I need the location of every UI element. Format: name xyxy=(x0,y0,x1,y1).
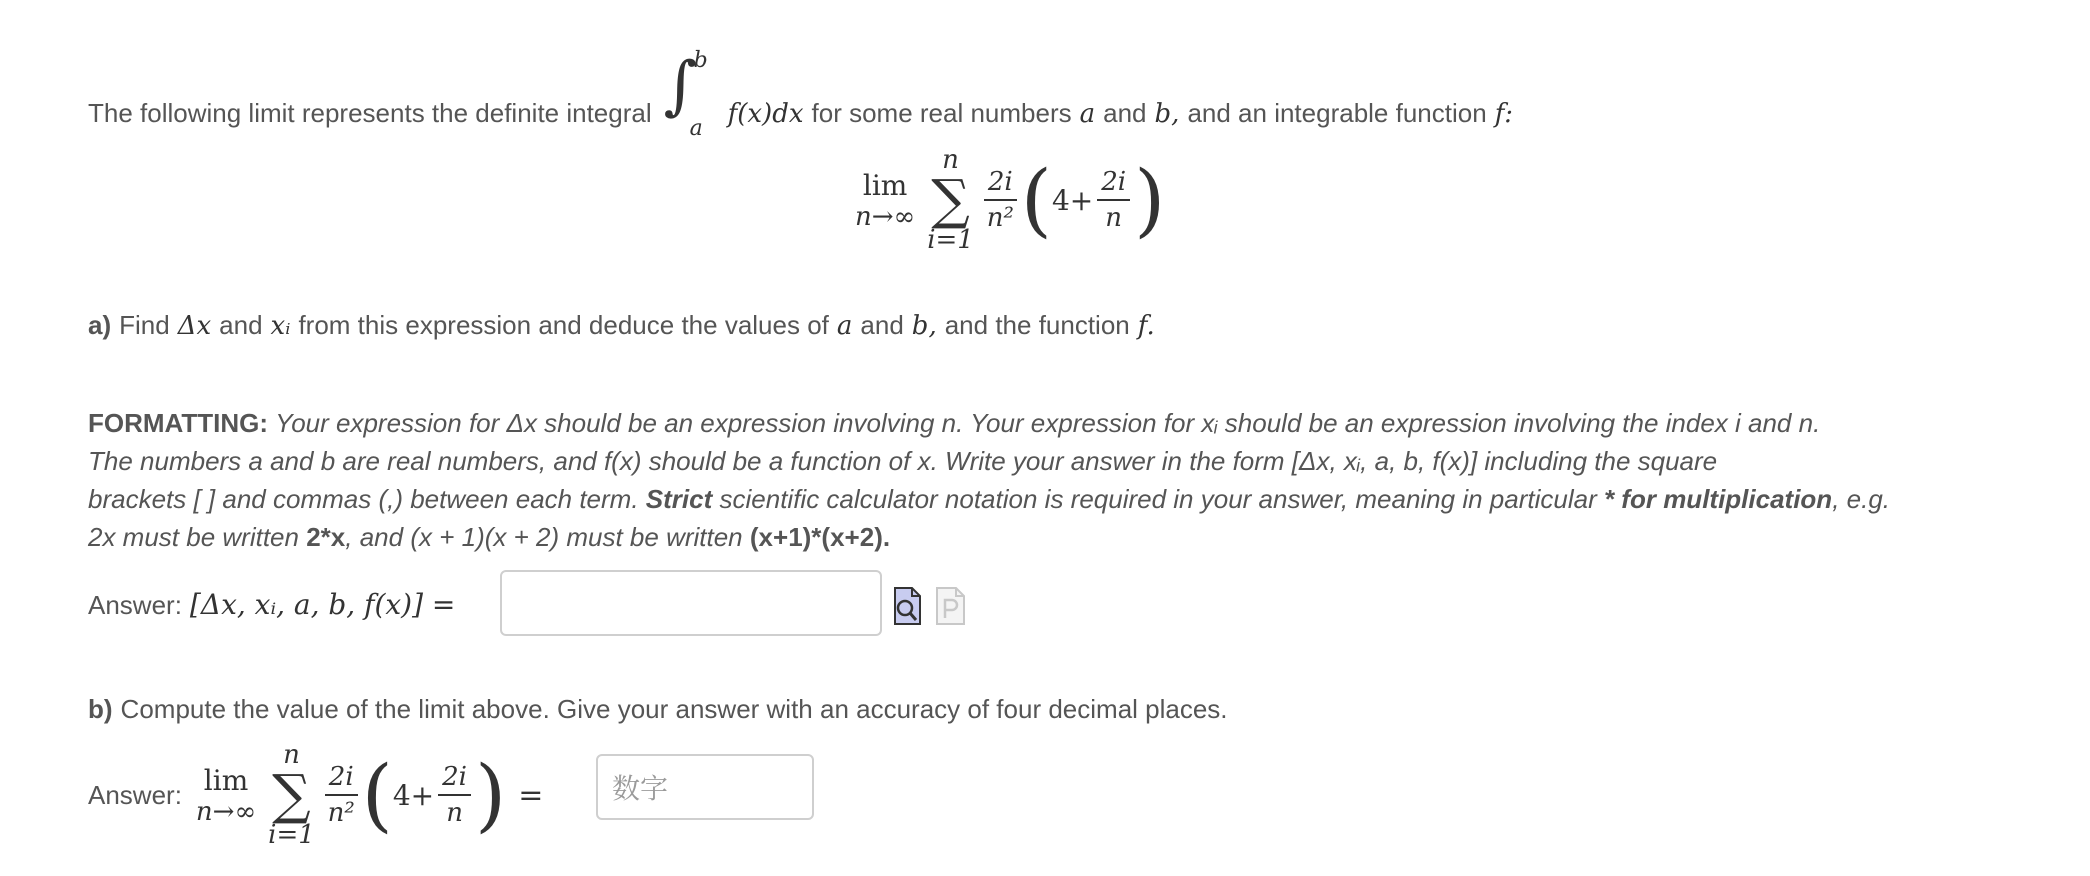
lim-block xyxy=(855,169,915,232)
example-1: 2*x xyxy=(306,522,346,552)
var-f: f: xyxy=(1494,99,1514,129)
sum-upper: n xyxy=(942,145,959,175)
answer-b-fraction-1-den: n² xyxy=(327,798,355,828)
example-2: (x+1)*(x+2). xyxy=(749,522,891,552)
part-a-and: and xyxy=(219,310,263,340)
x-i: xᵢ xyxy=(270,311,291,341)
formatting-line-1 xyxy=(88,404,1890,442)
lim-text: lim xyxy=(862,168,908,202)
answer-b-input[interactable] xyxy=(596,754,814,820)
answer-b-equals: = xyxy=(518,777,544,813)
answer-b-lim: lim xyxy=(203,763,249,797)
answer-b-fraction-2-den: n xyxy=(446,798,463,828)
part-a-label: a) xyxy=(88,310,112,340)
answer-b-inner-term: 4+ xyxy=(392,778,435,812)
formatting-line4-a: 2x must be written xyxy=(88,522,299,552)
part-b-text: Compute the value of the limit above. Give your answer with an accuracy of four decimal places. xyxy=(120,694,1228,724)
intro-text-2: for some real numbers xyxy=(811,98,1072,128)
answer-b-fraction-2-num: 2i xyxy=(438,762,471,796)
part-a-text1: Find xyxy=(119,310,170,340)
part-a-var-f: f. xyxy=(1137,311,1155,341)
answer-b-lim-sub: n→∞ xyxy=(195,796,257,827)
part-a-and2: and xyxy=(860,310,904,340)
inner-term: 4+ xyxy=(1051,183,1094,217)
limit-expression xyxy=(855,140,1165,260)
sigma-icon: ∑ xyxy=(931,168,970,231)
intro-text: The following limit represents the definite integral xyxy=(88,98,652,128)
answer-b-row xyxy=(88,740,543,850)
part-a-text2: from this expression and deduce the values of xyxy=(298,310,829,340)
integral-upper: b xyxy=(693,48,708,73)
formatting-label: FORMATTING: xyxy=(88,408,269,438)
answer-b-placeholder: 数字 xyxy=(612,773,669,804)
formatting-line-3 xyxy=(88,480,1890,518)
answer-b-fraction-1 xyxy=(325,762,358,828)
fraction-1-den: n² xyxy=(986,203,1014,233)
answer-b-lim-block xyxy=(196,764,256,827)
formatting-block xyxy=(88,404,1890,556)
formatting-line3-mid: scientific calculator notation is required in your answer, meaning in particular xyxy=(719,484,1597,514)
fraction-2-num: 2i xyxy=(1097,167,1130,201)
answer-b-sum-lower: i=1 xyxy=(268,820,315,850)
right-paren: ) xyxy=(1134,153,1166,246)
intro-line xyxy=(88,48,1514,141)
answer-a-expression: [Δx, xᵢ, a, b, f(x)] = xyxy=(189,588,456,621)
var-a: a xyxy=(1079,99,1096,129)
intro-and: and xyxy=(1103,98,1147,128)
answer-b-left-paren: ( xyxy=(361,748,393,841)
part-a-text3: and the function xyxy=(944,310,1130,340)
answer-b-sigma-icon: ∑ xyxy=(272,763,311,826)
answer-b-fraction-2 xyxy=(438,762,471,828)
lim-subscript: n→∞ xyxy=(855,201,916,232)
answer-b-right-paren: ) xyxy=(475,748,507,841)
answer-a-label: Answer: xyxy=(88,590,182,620)
var-b: b, xyxy=(1154,99,1180,129)
formatting-line3-end: , e.g. xyxy=(1832,484,1891,514)
answer-b-label: Answer: xyxy=(88,779,182,810)
part-a-question xyxy=(88,310,1155,341)
integral-expression: f(x)dx xyxy=(727,99,804,129)
answer-b-fraction-1-num: 2i xyxy=(325,762,358,796)
formatting-line-2: The numbers a and b are real numbers, and f(x) should be a function of x. Write your answer in the form [Δx, xᵢ, a, b, f(x)] including the square xyxy=(88,446,1718,476)
answer-b-sum-block xyxy=(268,742,315,848)
sum-block xyxy=(927,147,974,253)
fraction-1 xyxy=(984,167,1017,233)
part-a-var-b: b, xyxy=(911,311,937,341)
answer-a-row xyxy=(88,588,455,621)
fraction-2 xyxy=(1097,167,1130,233)
star-multiplication: * for multiplication xyxy=(1603,484,1833,514)
sum-lower: i=1 xyxy=(927,225,974,255)
formatting-line4-b: , and (x + 1)(x + 2) must be written xyxy=(345,522,743,552)
part-a-var-a: a xyxy=(836,311,853,341)
fraction-2-den: n xyxy=(1105,203,1123,233)
integral-sign: ∫ b a xyxy=(663,48,708,141)
strict-text: Strict xyxy=(645,484,713,514)
fraction-1-num: 2i xyxy=(984,167,1017,201)
formula-icon[interactable] xyxy=(934,586,966,626)
formatting-line1-text: Your expression for Δx should be an expression involving n. Your expression for xᵢ should be an expression involving the index i and n. xyxy=(275,408,1821,438)
answer-a-input[interactable] xyxy=(500,570,882,636)
delta-x: Δx xyxy=(177,311,212,341)
part-b-label: b) xyxy=(88,694,113,724)
answer-b-sum-upper: n xyxy=(283,740,300,770)
left-paren: ( xyxy=(1020,153,1052,246)
preview-icon[interactable] xyxy=(892,586,922,626)
integral-lower: a xyxy=(689,116,703,141)
formatting-line-4 xyxy=(88,518,1890,556)
formatting-line3-start: brackets [ ] and commas (,) between each term. xyxy=(88,484,639,514)
intro-text-3: and an integrable function xyxy=(1187,98,1487,128)
part-b-question xyxy=(88,694,1228,725)
